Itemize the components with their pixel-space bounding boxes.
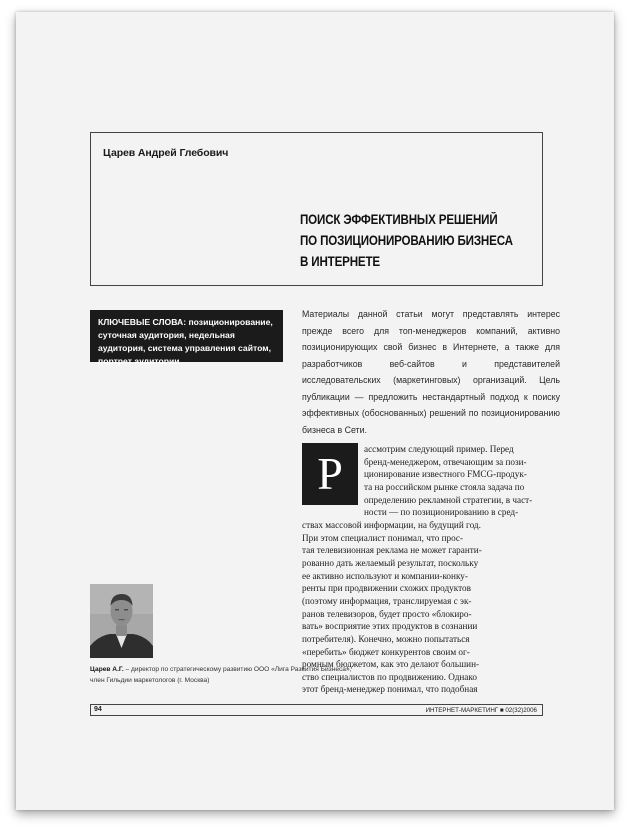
body-line: (поэтому информация, транслируемая с эк- [302, 595, 472, 606]
body-line: ности — по позиционированию в сред- [364, 507, 519, 518]
author-name: Царев Андрей Глебович [103, 147, 229, 159]
lead-paragraph: Материалы данной статьи могут представлять интерес прежде всего для топ-менеджеров компаний, активно позиционирующих свой бизнес в Интернете, а также для разработчиков веб-сайтов и представителей исследовательских (маркетинговых) организаций. Цель публикации — предложить нестандартный подход к поиску эффективных (обоснованных) решений по позиционированию бизнеса в Сети. [302, 309, 560, 435]
title-line: ПОИСК ЭФФЕКТИВНЫХ РЕШЕНИЙ [300, 212, 498, 227]
keywords-box [90, 310, 283, 366]
page-number: 94 [94, 706, 102, 713]
body-line: ранов телевизоров, будет просто «блокиро- [302, 608, 472, 619]
body-line: потребителя). Конечно, можно попытаться [302, 633, 470, 644]
body-line: ренты при продвижении схожих продуктов [302, 583, 471, 594]
body-line: вать» восприятие этих продуктов в сознании [302, 621, 478, 632]
title-line: ПО ПОЗИЦИОНИРОВАНИЮ БИЗНЕСА [300, 233, 513, 248]
body-line: «перебить» бюджет конкурентов своим ог- [302, 646, 470, 657]
body-line: ствах массовой информации, на будущий год. [302, 519, 481, 530]
caption-text: – директор по стратегическому развитию ООО «Лига Развития Бизнеса», член Гильдии маркетологов (г. Москва) [90, 666, 352, 684]
journal-issue: ИНТЕРНЕТ-МАРКЕТИНГ ■ 02(32)2006 [425, 706, 537, 714]
body-text [302, 443, 560, 696]
page-footer [90, 704, 543, 716]
body-line: ассмотрим следующий пример. Перед [364, 444, 514, 454]
body-line: ее активно используют и компании-конку- [302, 570, 468, 581]
drop-cap: Р [302, 443, 358, 505]
document-page [16, 12, 614, 810]
article-title [300, 209, 513, 272]
keywords-label: КЛЮЧЕВЫЕ СЛОВА: [98, 317, 187, 327]
body-line: рованно дать желаемый результат, поскольку [302, 557, 479, 568]
body-line: определению рекламной стратегии, в част- [364, 494, 533, 505]
body-line: этот бренд-менеджер понимал, что подобная [302, 684, 478, 695]
body-line: та на российском рынке стояла задача по [364, 481, 525, 492]
body-line: ромным бюджетом, как это делают большин- [302, 659, 480, 670]
title-box [90, 132, 543, 286]
body-line: При этом специалист понимал, что прос- [302, 532, 464, 543]
body-line: бренд-менеджером, отвечающим за пози- [364, 456, 527, 467]
body-line: тая телевизионная реклама не может гаранти- [302, 545, 482, 556]
author-photo [90, 584, 153, 658]
keywords-text: позиционирование, суточная аудитория, недельная аудитория, система управления сайтом, портрет аудитории [98, 317, 273, 366]
photo-caption [90, 664, 360, 686]
body-line: ционирование известного FMCG-продук- [364, 469, 527, 480]
caption-name: Царев А.Г. [90, 666, 124, 673]
body-line: ство специалистов по продвижению. Однако [302, 671, 477, 682]
title-line: В ИНТЕРНЕТЕ [300, 254, 380, 269]
portrait-image [90, 584, 153, 658]
